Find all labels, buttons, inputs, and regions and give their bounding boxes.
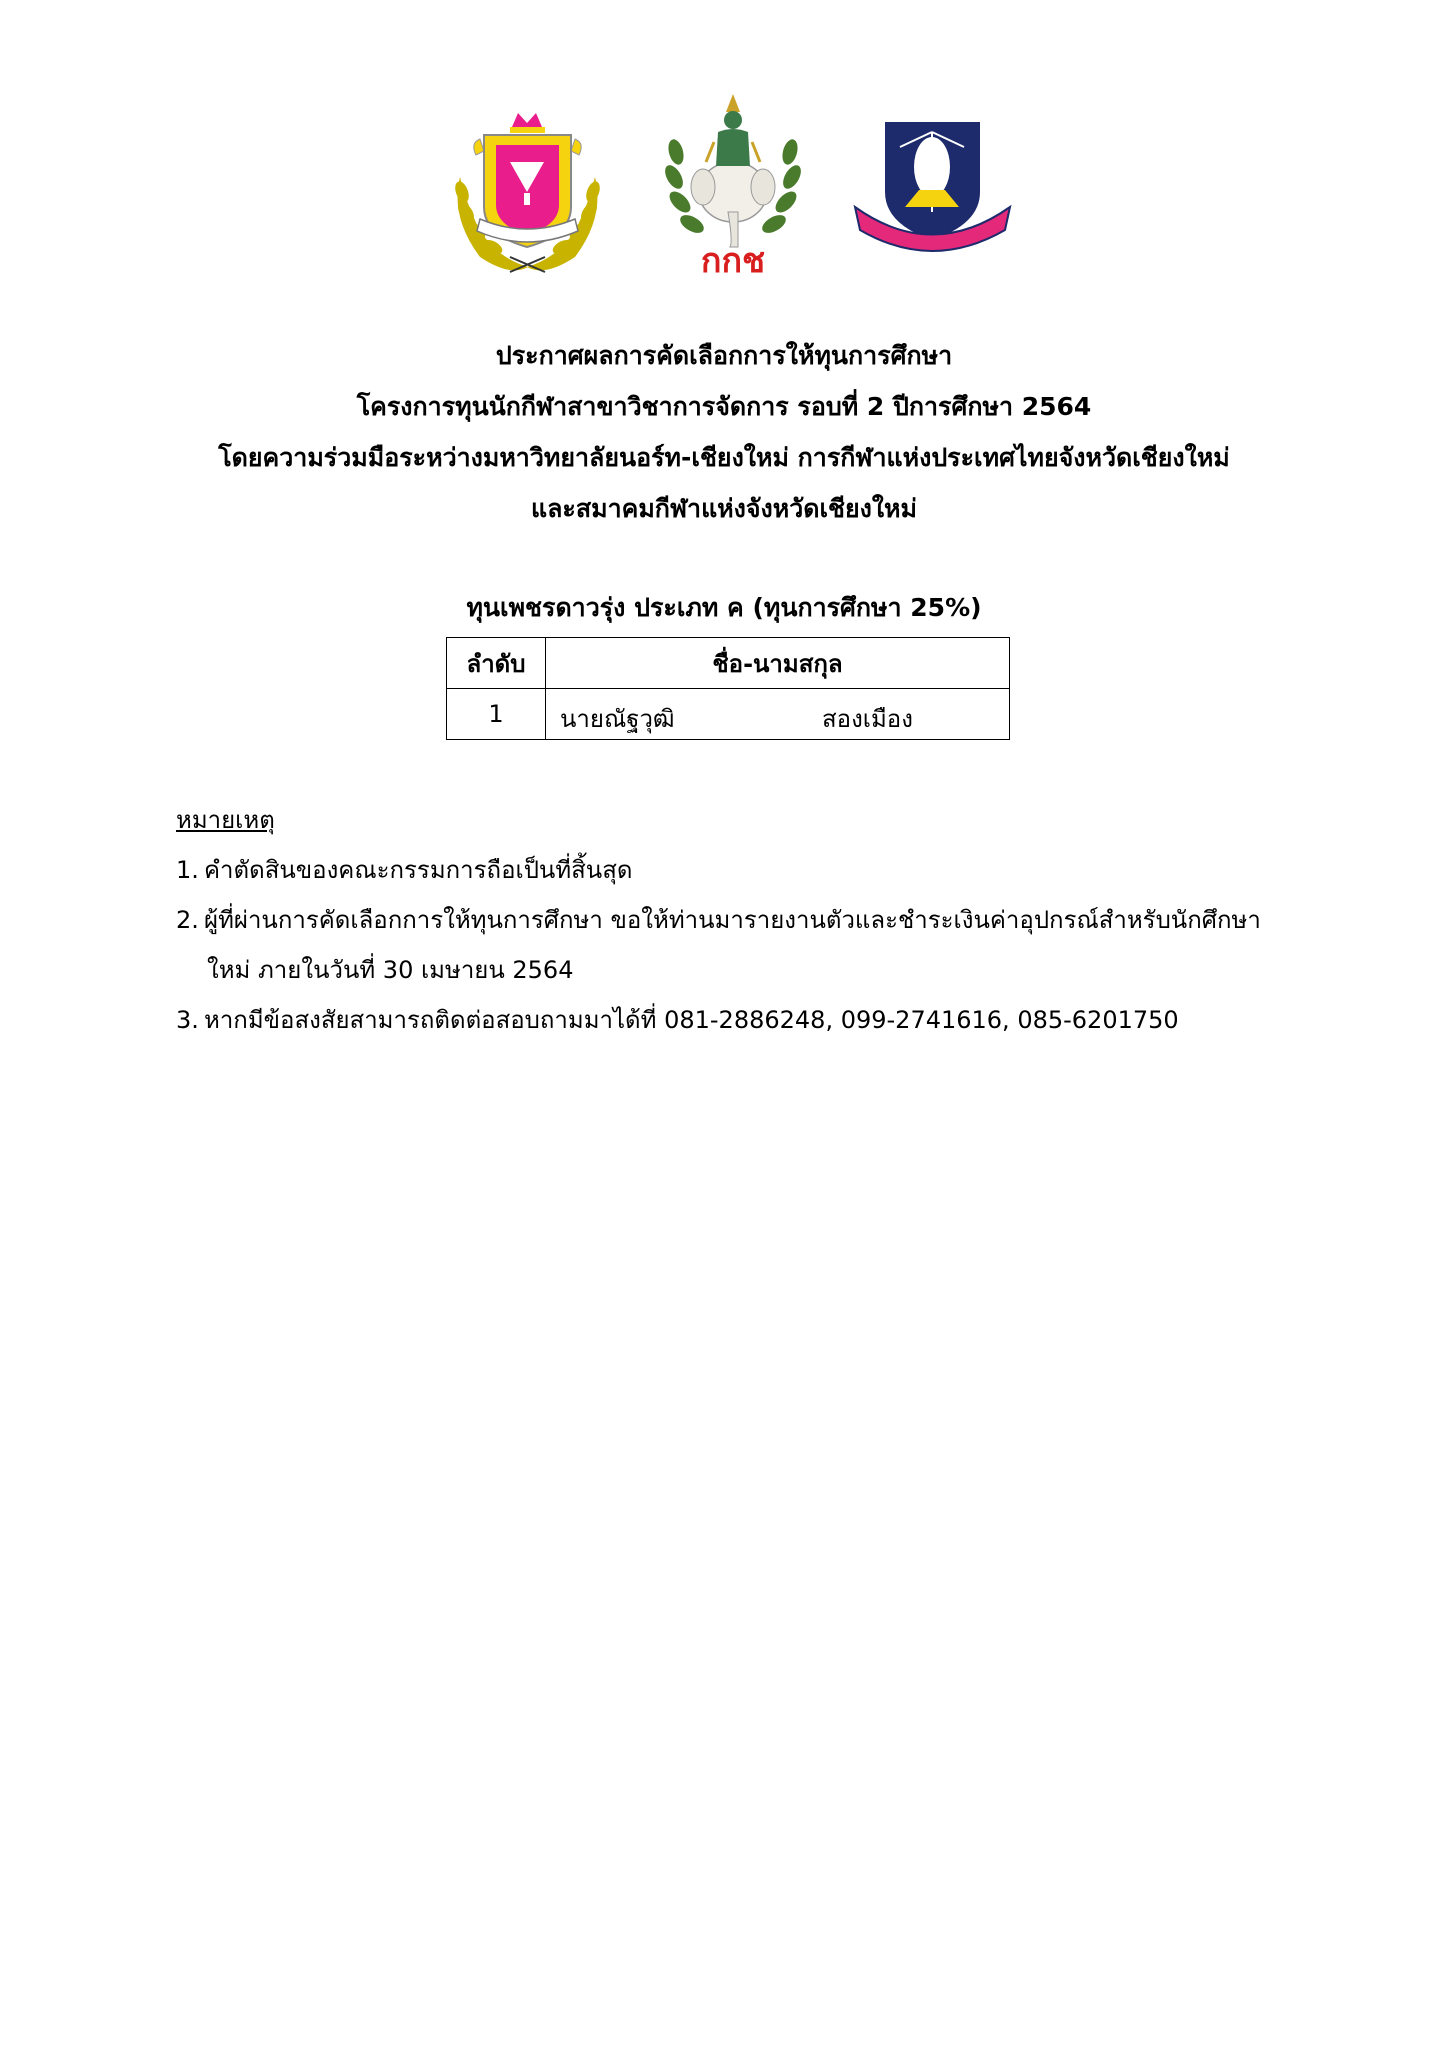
note-number: 1. xyxy=(176,856,199,884)
logo-row xyxy=(440,82,1020,292)
announcement-title xyxy=(0,330,1448,534)
note-number: 2. xyxy=(176,906,199,934)
emblem-text: กกช xyxy=(700,241,766,281)
university-crest-icon xyxy=(440,107,615,277)
title-line-3: โดยความร่วมมือระหว่างมหาวิทยาลัยนอร์ท-เชียงใหม่ การกีฬาแห่งประเทศไทยจังหวัดเชียงใหม่ xyxy=(218,443,1230,472)
column-header-name: ชื่อ-นามสกุล xyxy=(546,638,1010,689)
title-line-2: โครงการทุนนักกีฬาสาขาวิชาการจัดการ รอบที่ 2 ปีการศึกษา 2564 xyxy=(356,392,1092,421)
scholarship-heading: ทุนเพชรดาวรุ่ง ประเภท ค (ทุนการศึกษา 25%) xyxy=(466,593,982,622)
last-name: สองเมือง xyxy=(822,705,913,733)
notes-heading: หมายเหตุ xyxy=(176,806,275,834)
sports-association-shield-icon xyxy=(845,112,1020,262)
note-number: 3. xyxy=(176,1006,199,1034)
row-order: 1 xyxy=(447,689,546,740)
note-continuation: ใหม่ ภายในวันที่ 30 เมษายน 2564 xyxy=(207,956,574,984)
note-text: ผู้ที่ผ่านการคัดเลือกการให้ทุนการศึกษา ขอให้ท่านมารายงานตัวและชำระเงินค่าอุปกรณ์สำหรับนักศึกษา xyxy=(204,906,1261,934)
column-header-order: ลำดับ xyxy=(447,638,546,689)
title-line-4: และสมาคมกีฬาแห่งจังหวัดเชียงใหม่ xyxy=(530,494,918,523)
scholarship-table xyxy=(446,637,1010,740)
note-item xyxy=(176,995,1326,1045)
first-name: นายณัฐวุฒิ xyxy=(560,705,675,733)
note-text: คำตัดสินของคณะกรรมการถือเป็นที่สิ้นสุด xyxy=(204,856,633,884)
note-text: หากมีข้อสงสัยสามารถติดต่อสอบถามมาได้ที่ 081-2886248, 099-2741616, 085-6201750 xyxy=(204,1006,1179,1034)
note-item xyxy=(176,845,1326,895)
title-line-1: ประกาศผลการคัดเลือกการให้ทุนการศึกษา xyxy=(495,341,953,370)
table-row xyxy=(447,689,1010,740)
notes-section xyxy=(176,795,1326,1045)
sports-authority-emblem-icon xyxy=(658,82,808,282)
note-item xyxy=(176,895,1326,945)
row-name xyxy=(546,689,1010,740)
table-header-row xyxy=(447,638,1010,689)
